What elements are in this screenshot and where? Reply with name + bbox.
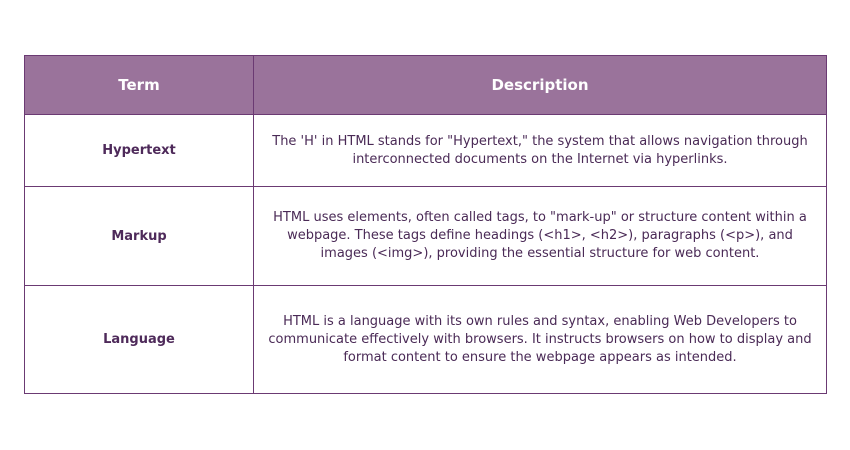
header-description: Description	[254, 56, 827, 115]
description-cell: HTML is a language with its own rules and syntax, enabling Web Developers to communicate effectively with browsers. It instructs browsers on how to display and format content to ensure the webpage appears as intended.	[254, 286, 827, 394]
description-cell: The 'H' in HTML stands for "Hypertext," the system that allows navigation through interconnected documents on the Internet via hyperlinks.	[254, 115, 827, 187]
term-cell: Hypertext	[25, 115, 254, 187]
term-cell: Language	[25, 286, 254, 394]
header-term: Term	[25, 56, 254, 115]
table-row	[25, 115, 827, 187]
table-row	[25, 286, 827, 394]
table-header-row	[25, 56, 827, 115]
term-cell: Markup	[25, 187, 254, 286]
table-row	[25, 187, 827, 286]
description-cell: HTML uses elements, often called tags, to "mark-up" or structure content within a webpage. These tags define headings (<h1>, <h2>), paragraphs (<p>), and images (<img>), providing the essential structure for web content.	[254, 187, 827, 286]
terms-table	[24, 55, 827, 394]
